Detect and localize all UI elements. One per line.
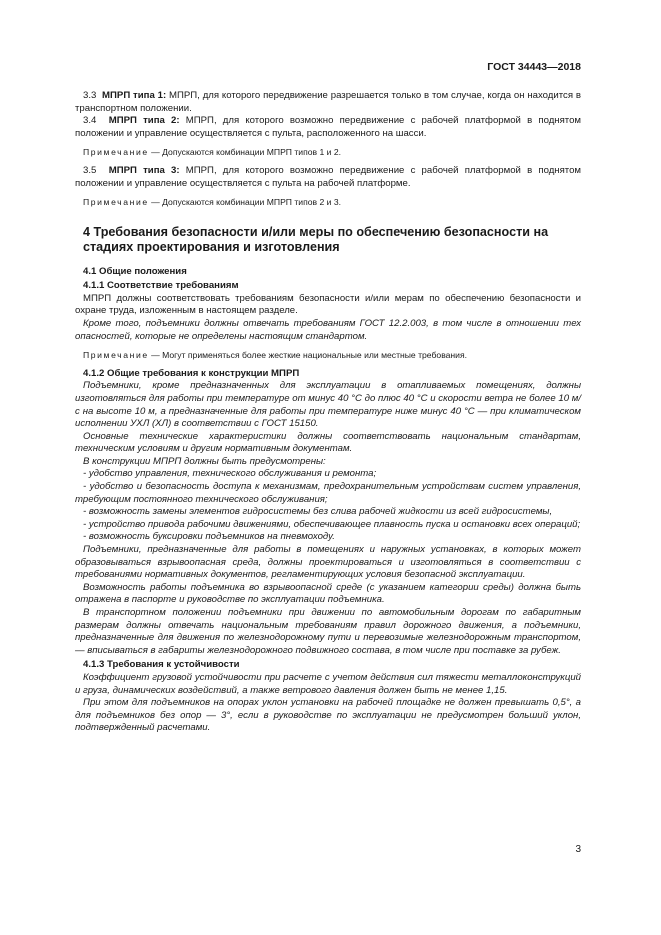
note-2: Примечание — Допускаются комбинации МПРП типов 2 и 3. xyxy=(83,197,342,208)
section-4-1-title: 4.1 Общие положения xyxy=(83,265,187,277)
section-4-1-1-title: 4.1.1 Соответствие требованиям xyxy=(83,280,239,292)
section-4-title: 4 Требования безопасности и/или меры по обеспечению безопасности на стадиях проектирования и изготовления xyxy=(83,224,549,255)
list-item: - устройство привода рабочими движениями, обеспечивающее плавность пуска и остановки всех операций; xyxy=(83,518,581,530)
list-item: - удобство управления, технического обслуживания и ремонта; xyxy=(83,468,377,480)
paragraph: Коэффициент грузовой устойчивости при расчете с учетом действия сил тяжести металлоконструкций и груза, динамических воздействий, а также ветрового давления должен быть не менее 1,15. xyxy=(75,671,581,696)
list-item: - возможность буксировки подъемников на пневмоходу. xyxy=(83,531,335,543)
list-item: - удобство и безопасность доступа к механизмам, предохранительным устройствам систем управления, требующим постоянного технического обслуживания; xyxy=(75,481,581,505)
paragraph: МПРП должны соответствовать требованиям безопасности и/или мерам по обеспечению безопасности и охране труда, изложенным в настоящем разделе. xyxy=(75,292,581,317)
paragraph: При этом для подъемников на опорах уклон установки на рабочей площадке не должен превышать 0,5°, а для подъемников без опор — 3°, если в руководстве по эксплуатации не предусмотрен больший уклон, подтвержденный расчетами. xyxy=(75,697,581,734)
paragraph: Основные технические характеристики должны соответствовать национальным стандартам, техническим условиям и другим нормативным документам. xyxy=(75,430,581,455)
paragraph: Кроме того, подъемники должны отвечать требованиям ГОСТ 12.2.003, в том числе в отношении тех опасностей, которые не определены настоящим стандартом. xyxy=(75,317,581,342)
paragraph: Возможность работы подъемника во взрывоопасной среде (с указанием категории среды) должна быть отражена в паспорте и руководстве по эксплуатации подъемника. xyxy=(75,581,581,606)
page-number: 3 xyxy=(575,844,581,855)
definition-3-3: 3.3 МПРП типа 1: МПРП, для которого передвижение разрешается только в том случае, когда он находится в транспортном положении. xyxy=(75,90,581,114)
page-content xyxy=(75,90,581,735)
paragraph: Подъемники, предназначенные для работы в помещениях и наружных установках, в которых может образовываться взрывоопасная среда, должны проектироваться и изготовляться в соответствии с требованиями нормативных документов, регламентирующих условия безопасной эксплуатации. xyxy=(75,544,581,581)
paragraph: Подъемники, кроме предназначенных для эксплуатации в отапливаемых помещениях, должны изготовляться для работы при температуре от минус 40 °С до плюс 40 °С и скорости ветра не более 10 м/с на высоте 10 м, а предназначенные для работы при температуре ниже минус 40 °С — при климатическом исполнении УХЛ (ХЛ) в соответствии с ГОСТ 15150. xyxy=(75,380,581,430)
standard-header: ГОСТ 34443—2018 xyxy=(487,61,581,73)
paragraph: В конструкции МПРП должны быть предусмотрены: xyxy=(83,455,326,467)
section-4-1-2-title: 4.1.2 Общие требования к конструкции МПРП xyxy=(83,367,300,379)
note-3: Примечание — Могут применяться более жесткие национальные или местные требования. xyxy=(83,350,468,361)
definition-3-4: 3.4 МПРП типа 2: МПРП, для которого возможно передвижение с рабочей платформой в поднятом положении и управление осуществляется с пульта, расположенного на шасси. xyxy=(75,115,582,139)
paragraph: В транспортном положении подъемники при движении по автомобильным дорогам по габаритным размерам должны отвечать национальным требованиям правил дорожного движения, а подъемники, предназначенные для движения по железнодорожному пути и перевозимые железнодорожным транспортом, — вписываться в габариты железнодорожного подвижного состава, в том числе при поставке за рубеж. xyxy=(75,607,581,656)
list-item: - возможность замены элементов гидросистемы без слива рабочей жидкости из всей гидросистемы, xyxy=(83,506,553,518)
section-4-1-3-title: 4.1.3 Требования к устойчивости xyxy=(83,659,240,671)
note-1: Примечание — Допускаются комбинации МПРП типов 1 и 2. xyxy=(83,147,342,158)
definition-3-5: 3.5 МПРП типа 3: МПРП, для которого возможно передвижение с рабочей платформой в поднятом положении и управление осуществляется с пульта на рабочей платформе. xyxy=(75,164,582,189)
